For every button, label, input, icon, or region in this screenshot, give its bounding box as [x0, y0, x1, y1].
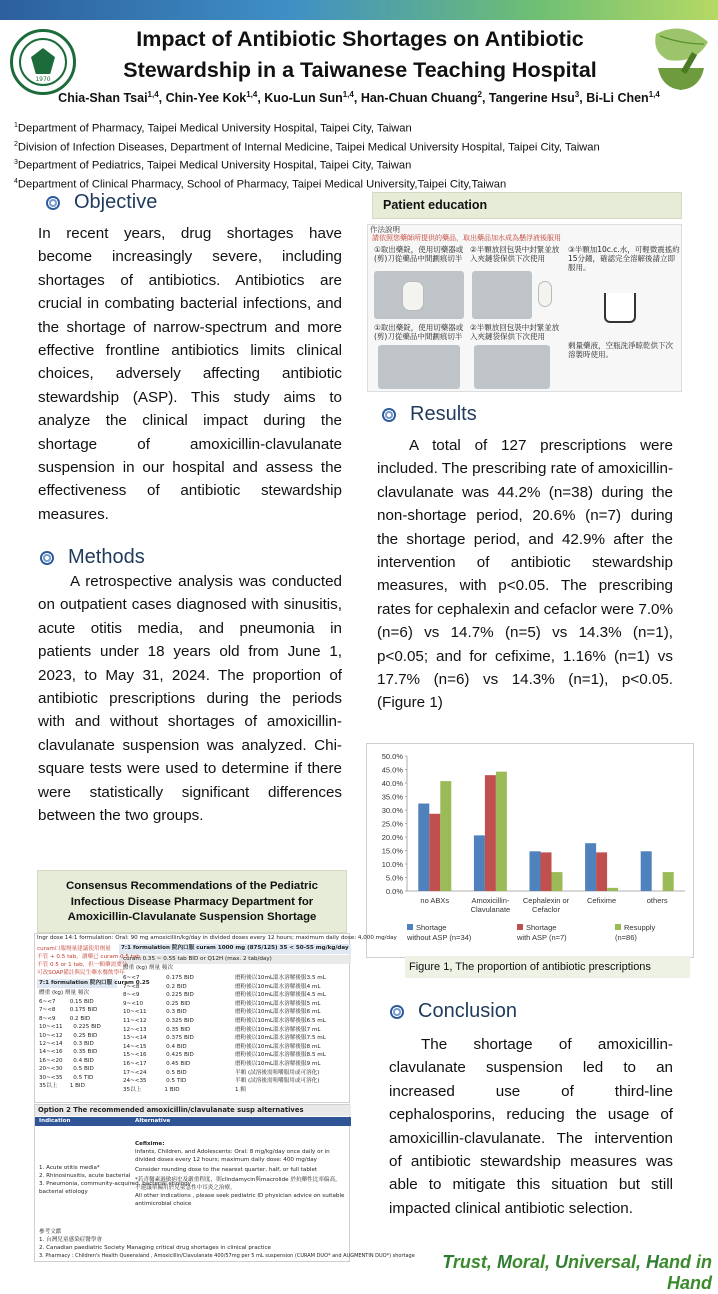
section-bullet-icon [40, 551, 54, 565]
chart-bar [607, 888, 618, 891]
legend-label: without ASP (n=34) [407, 933, 472, 942]
legend-label: Shortage [416, 923, 447, 932]
section-bullet-icon [390, 1005, 404, 1019]
author-name: Bi-Li Chen [586, 91, 649, 106]
methods-heading: Methods [40, 546, 145, 569]
y-tick-label: 15.0% [381, 846, 403, 856]
consensus-label: Consensus Recommendations of the Pediatric Infectious Disease Pharmacy Department for Amoxicillin-Clavulanate Suspension Shortage [37, 870, 347, 933]
affiliation: $^4$Department of Clinical Pharmacy, School of Pharmacy, Taipei Medical University,Taipei City,Taiwan [14, 178, 507, 191]
chart-bar [429, 814, 440, 891]
chart-bar [530, 851, 541, 891]
university-seal-logo: 1970 [10, 29, 76, 95]
methods-text: A retrospective analysis was conducted on outpatient cases diagnosed with sinusitis, acute otitis media, and pneumonia in patients under 18 years old from June 1, 2023, to May 31, 2024. The proportion of antibiotic prescriptions during the periods with and without shortages of amoxicillin-clavulanate suspension was analyzed. Chi-square tests were used to determine if there were statistically significant differences between the two groups. [38, 573, 342, 825]
dosing-table-image: Ingr dose 14:1 formulation: Oral: 90 mg amoxicillin/kg/day in divided doses every 12 hours; maximum daily dose: 4,000 mg/day 7:1 formulation 院內口服 curam 1000 mg (875/125) 35 < 50-55 mg/kg/day curam 0.35 ~ 0.55 tab BID or Q12H (max. 2 tab/day) curam口服劑量建議使用劑量 不管 + 0.5 tab，讀藥已 curam 0.5 tab 不管 0.5 or 1 tab，但一顆藥需要分 可改SOAP備註與民生藥水餐飲學年 7:1 formulation 院內口服 curam 0.25 體重 (kg) 劑量 頻次 6~<7 0.15 BID 7~<8 0.175 BID 8~<9 0.2 BID 10~<11 0.225 BID 10~<12 0.25 BID 12~<14 0.3 BID 14~<16 0.35 BID 16~<20 0.4 BID 20~<30 0.5 BID 30~<35 0.5 TID 35以上 1 BID 體重 (kg) 劑量 頻次 6~<7 0.175 BID 7~<8 0.2 BID 8~<9 0.225 BID 9~<10 0.25 BID 10~<11 0.3 BID 11~<12 0.325 BID 12~<13 0.35 BID 13~<14 0.375 BID 14~<15 0.4 BID 15~<16 0.425 BID 16~<17 0.45 BID 17~<24 0.5 BID 24~<35 0.5 TID 35以上 1 BID 磨粉後以10mL溫水溶解後服3.5 mL 磨粉後以10mL溫水溶解後服4 mL 磨粉後以10mL溫水溶解後服4.5 mL 磨粉後以10mL溫水溶解後服5 mL 磨粉後以10mL溫水溶解後服6 mL 磨粉後以10mL溫水溶解後服6.5 mL 磨粉後以10mL溫水溶解後服7 mL 磨粉後以10mL溫水溶解後服7.5 mL 磨粉後以10mL溫水溶解後服8 mL 磨粉後以10mL溫水溶解後服8.5 mL 磨粉後以10mL溫水溶解後服9 mL 半顆 (試溶後需咀嚼服用或可溶化) 半顆 (試溶後需咀嚼服用或可溶化) 1 顆 [34, 933, 350, 1103]
slogan: Trust, Moral, Universal, Hand in Hand [442, 1252, 712, 1293]
legend-swatch [615, 924, 621, 930]
poster-title [80, 24, 640, 86]
patient-education-label: Patient education [372, 192, 682, 219]
y-tick-label: 0.0% [385, 887, 403, 896]
chart-svg [367, 744, 695, 959]
chart-bar [440, 781, 451, 891]
chart-bar [485, 775, 496, 891]
patient-education-image: 作法說明 請依照您藥師所提供的藥品，取出藥品加水成為懸浮液後服用 ①取出藥錠，使用切藥器或(剪)刀從藥品中間劃痕切半 ②半顆放回包裝中封緊並放入夾鏈袋保供下次使用 ③半顆加10c.c.水，可輕微震搖約15分鐘，確認完全溶解後請立即服用。 ①取出藥錠，使用切藥器或(剪)刀從藥品中間劃痕切半 ②半顆放回包裝中封緊並放入夾鏈袋保供下次使用 剩量藥液，空瓶洗淨晾乾供下次溶製時使用。 [367, 224, 682, 392]
prescription-bar-chart [366, 743, 694, 958]
mortar-pestle-leaf-logo [648, 24, 714, 96]
chart-bar [474, 835, 485, 891]
results-heading: Results [382, 403, 477, 426]
legend-label: Resupply [624, 923, 656, 932]
objective-heading: Objective [46, 191, 157, 214]
legend-swatch [517, 924, 523, 930]
y-tick-label: 20.0% [381, 833, 403, 842]
chart-bar [496, 772, 507, 891]
x-tick-label: Cephalexin or [522, 896, 570, 905]
y-tick-label: 5.0% [385, 873, 403, 883]
chart-bar [663, 872, 674, 891]
title-line-1: Impact of Antibiotic Shortages on Antibiotic [136, 27, 584, 51]
y-tick-label: 25.0% [381, 819, 403, 829]
conclusion-text: The shortage of amoxicillin-clavulanate suspension led to an increased use of third-line cephalosporins, reducing the usage of amoxicillin-clavulanate. The intervention of antibiotic stewardship measures was able to mitigate this situation but still impacted clinical antibiotic selection. [389, 1036, 673, 1217]
author-name: Chia-Shan Tsai [58, 91, 148, 106]
chart-bar [596, 852, 607, 891]
figure-caption: Figure 1, The proportion of antibiotic prescriptions [405, 956, 690, 978]
affiliation: $^1$Department of Pharmacy, Taipei Medical University Hospital, Taipei City, Taiwan [14, 122, 412, 135]
affiliation: $^2$Division of Infection Diseases, Department of Internal Medicine, Taipei Medical University Hospital, Taipei City, Taiwan [14, 140, 600, 154]
author-name: Chin-Yee Kok [165, 91, 247, 106]
conclusion-heading: Conclusion [390, 1000, 517, 1023]
top-color-bar [0, 0, 718, 20]
chart-bar [541, 852, 552, 891]
alternatives-table-image: Option 2 The recommended amoxicillin/clavulanate susp alternatives Indication Alternative Cefixime: Infants, Children, and Adolescents: Oral: 8 mg/kg/day once daily or in divided doses every 12 hours; maximum daily dose: 400 mg/day Consider rounding dose to the nearest quarter, half, or full tablet *若青黴素過敏病史及嚴重程度，則clindamycin與macrolide 於抗藥性比率偏高， 不建議單獨用於兒童急性中耳炎之治療。 All other indications , please seek pediatric ID physician advice on suitable antimicrobial choice 1. Acute otitis media* 2. Rhinosinusitis, acute bacterial 3. Pneumonia, community-acquired, bacterial etiology bacterial etiology 參考文獻 1. 台灣兒童感染症醫學會 2. Canadian paediatric Society Managing critical drug shortages in clinical practice 3. Pharmacy : Children's Health Queensland , Amoxicillin/Clavulanate 400/57mg per 5 mL suspension (CURAM DUO* and AUGMENTIN DUO*) shortage [34, 1104, 350, 1262]
author-name: Kuo-Lun Sun [264, 91, 343, 106]
y-tick-label: 40.0% [381, 779, 403, 788]
x-tick-label: Cefixime [587, 896, 617, 905]
y-tick-label: 45.0% [381, 765, 403, 775]
affiliation-list [14, 118, 714, 193]
affiliation: $^3$Department of Pediatrics, Taipei Medical University Hospital, Taipei City, Taiwan [14, 159, 412, 173]
author-name: Tangerine Hsu [488, 91, 575, 106]
author-name: Han-Chuan Chuang [360, 91, 478, 106]
x-tick-label: others [646, 896, 668, 905]
x-tick-label: Cefaclor [532, 905, 560, 914]
chart-bar [641, 851, 652, 891]
results-text: A total of 127 prescriptions were included. The prescribing rate of amoxicillin-clavulanate was 44.2% (n=38) during the non-shortage period, 20.6% (n=7) during the shortage period, and 42.9% after the intervention of antibiotic stewardship measures, with p<0.05. The prescribing rates for cephalexin and cefaclor were 7.0% (n=6) vs 14.7% (n=5) vs 14.3% (n=1), p<0.05; and for cefixime, 1.16% (n=1) vs 17.7% (n=6) vs 14.3% (n=1), p<0.05. (Figure 1) [377, 437, 674, 712]
x-tick-label: Amoxicillin- [471, 896, 510, 905]
section-bullet-icon [46, 196, 60, 210]
section-bullet-icon [382, 408, 396, 422]
title-line-2: Stewardship in a Taiwanese Teaching Hospital [123, 58, 597, 82]
y-tick-label: 50.0% [381, 752, 403, 761]
author-list: Chia-Shan Tsai$^{1,4}$, Chin-Yee Kok$^{1,4}$, Kuo-Lun Sun$^{1,4}$, Han-Chuan Chuang$^2$, Tangerine Hsu$^3$, Bi-Li Chen$^{1,4}$ [58, 90, 660, 106]
chart-bar [585, 843, 596, 891]
x-tick-label: no ABXs [420, 896, 450, 905]
x-tick-label: Clavulanate [470, 905, 511, 914]
chart-bar [552, 872, 563, 891]
objective-text: In recent years, drug shortages have become increasingly severe, including shortages of antibiotics. Antibiotics are crucial in combating bacterial infections, and the shortage of narrow-spectrum and more effective frontline antibiotics limits clinical choices, adversely affecting antibiotic stewardship (ASP). This study aims to analyze the clinical impact during the shortage of amoxicillin-clavulanate suspension in our hospital and assess the effectiveness of antibiotic stewardship measures. [38, 225, 342, 523]
legend-label: (n=86) [615, 933, 637, 942]
y-tick-label: 10.0% [381, 860, 403, 869]
chart-bar [418, 804, 429, 891]
legend-label: Shortage [526, 923, 557, 932]
legend-label: with ASP (n=7) [517, 933, 567, 942]
y-tick-label: 35.0% [381, 792, 403, 802]
legend-swatch [407, 924, 413, 930]
y-tick-label: 30.0% [381, 806, 403, 815]
